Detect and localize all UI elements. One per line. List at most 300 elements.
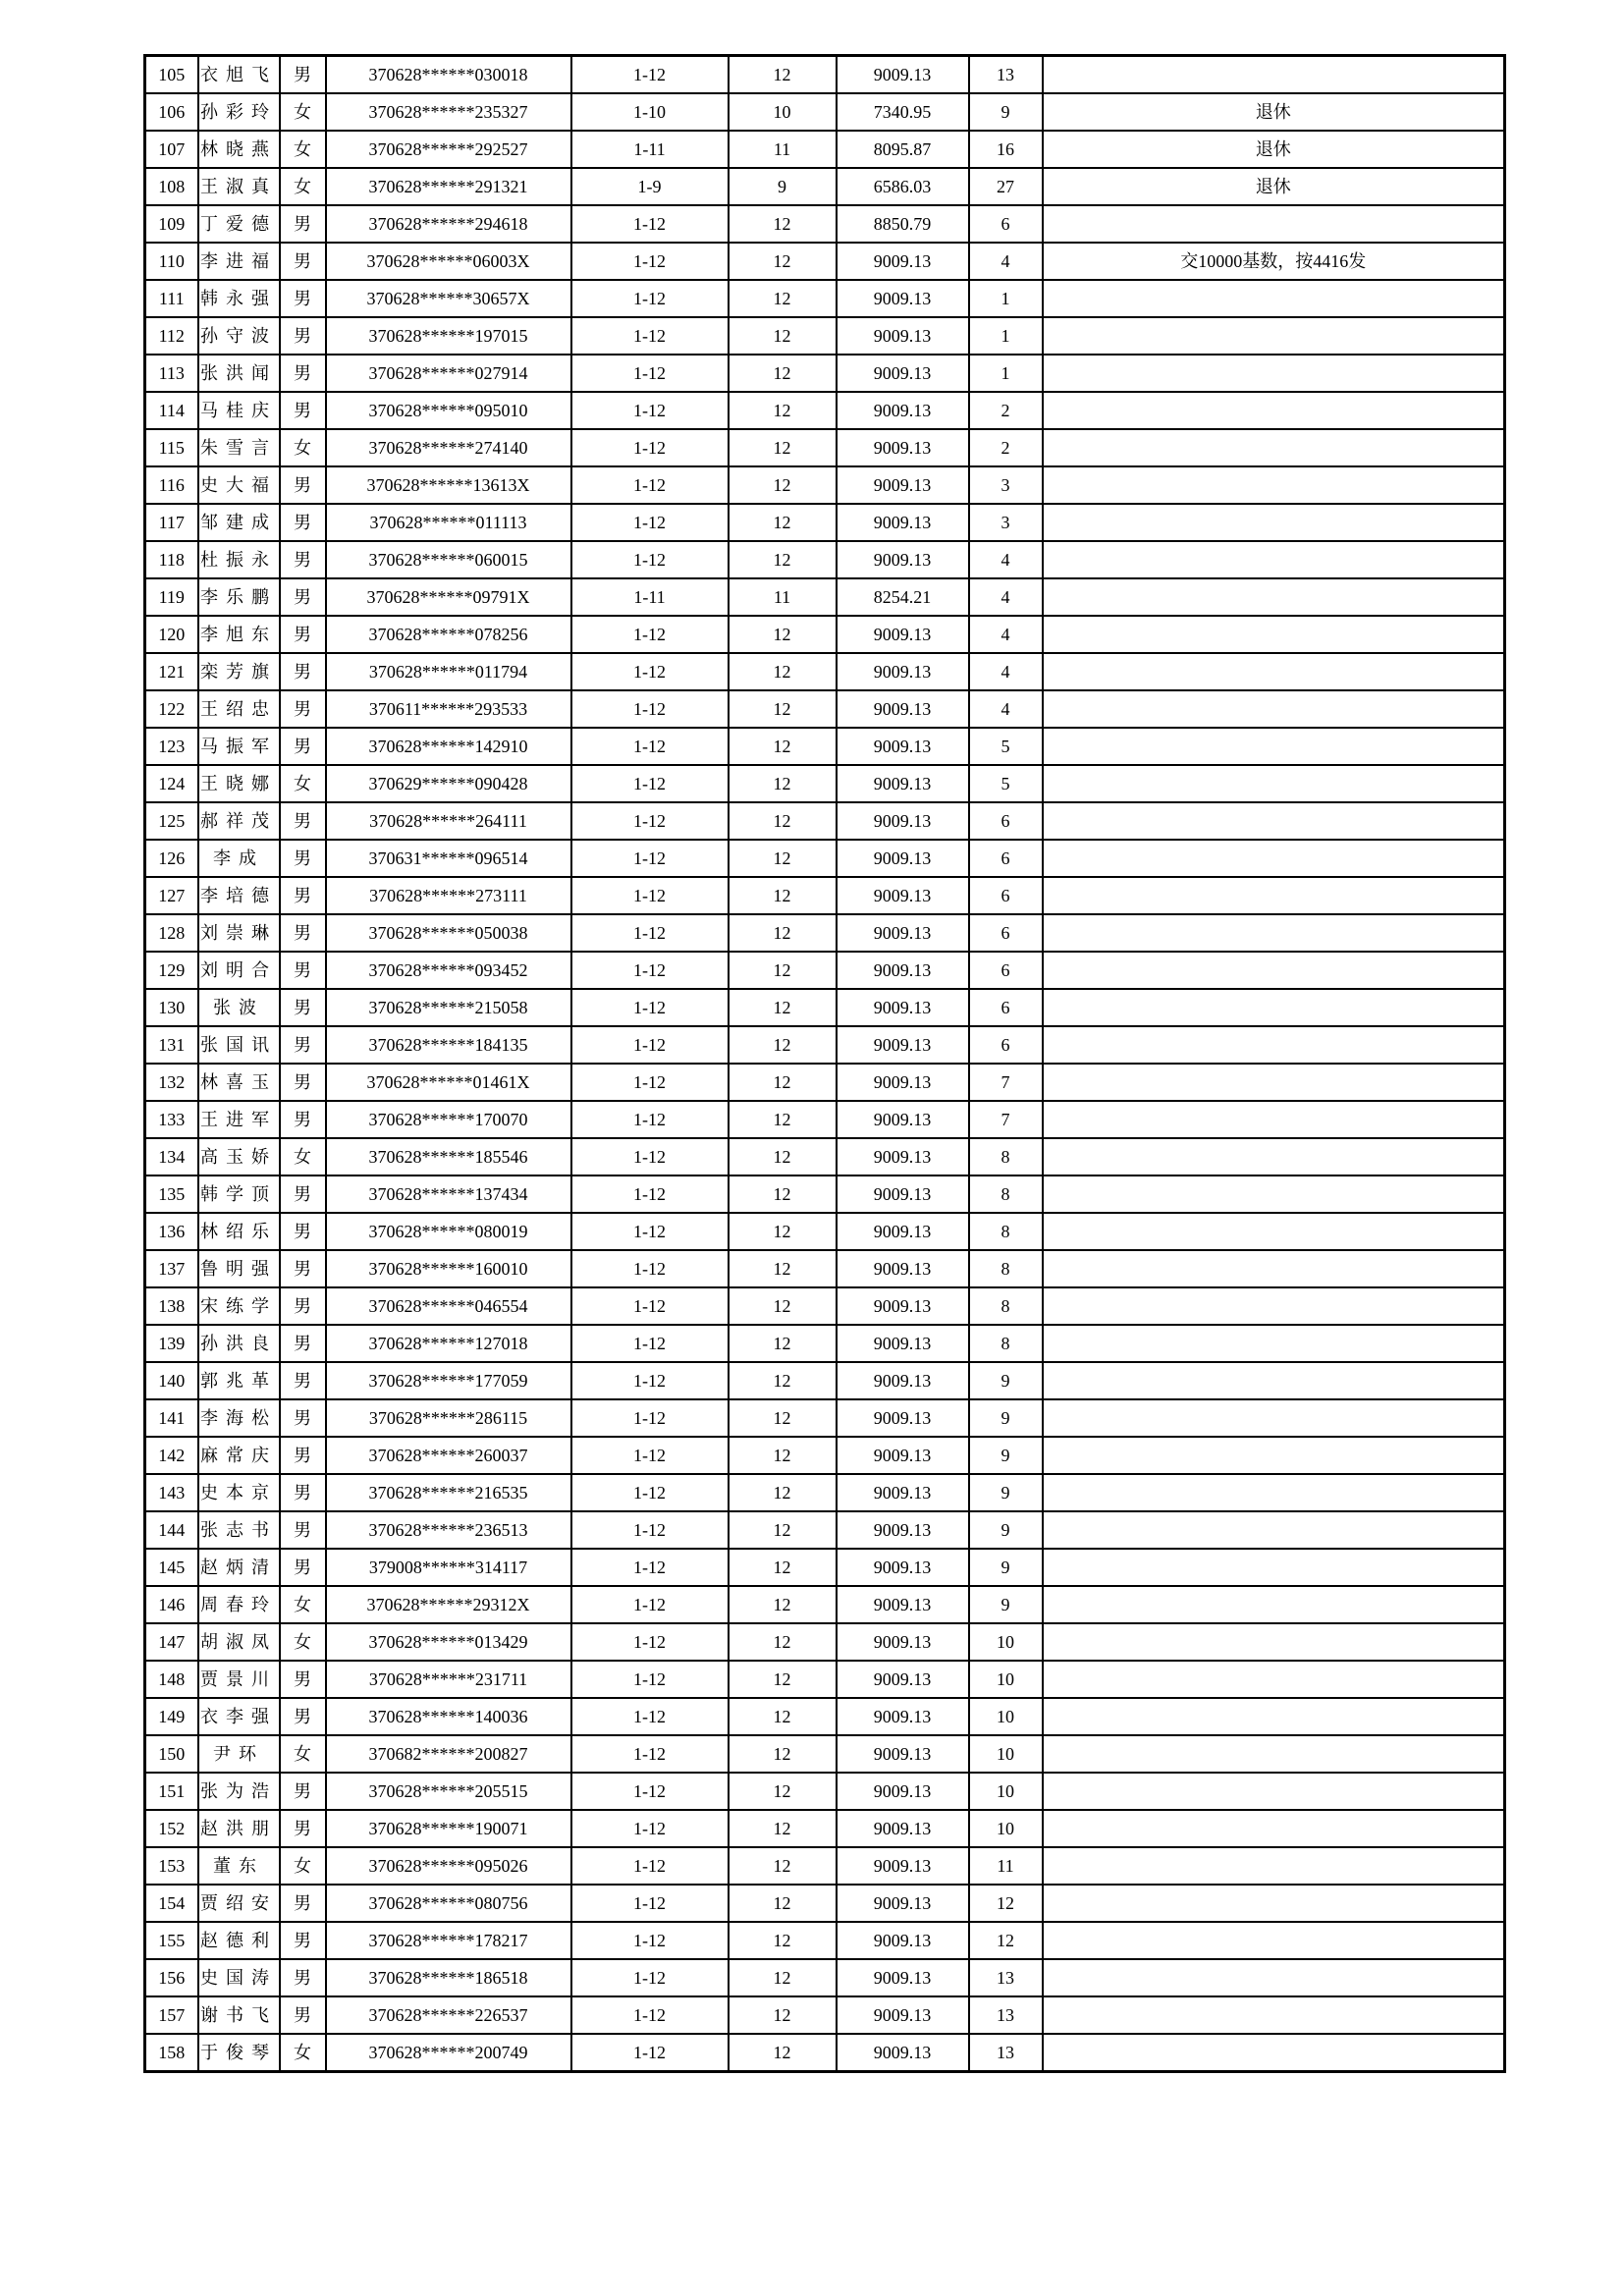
table-row — [145, 1922, 1505, 1959]
cell-person-name: 鲁明强 — [198, 1250, 280, 1287]
cell-person-name: 孙守波 — [198, 317, 280, 355]
cell-remark — [1043, 1661, 1505, 1698]
cell-years-count: 5 — [969, 728, 1043, 765]
cell-months-count: 12 — [729, 1437, 837, 1474]
cell-row-number: 139 — [145, 1325, 198, 1362]
cell-months-range: 1-12 — [571, 429, 729, 466]
cell-id-number: 370628******273111 — [326, 877, 571, 914]
cell-remark — [1043, 1959, 1505, 1996]
cell-remark — [1043, 2034, 1505, 2072]
cell-row-number: 109 — [145, 205, 198, 243]
cell-gender: 男 — [280, 802, 326, 840]
cell-months-count: 12 — [729, 690, 837, 728]
cell-row-number: 158 — [145, 2034, 198, 2072]
cell-months-count: 12 — [729, 1623, 837, 1661]
cell-months-range: 1-12 — [571, 1810, 729, 1847]
cell-years-count: 2 — [969, 429, 1043, 466]
cell-row-number: 112 — [145, 317, 198, 355]
cell-person-name: 李乐鹏 — [198, 578, 280, 616]
cell-months-range: 1-12 — [571, 504, 729, 541]
table-row — [145, 1250, 1505, 1287]
table-row — [145, 1661, 1505, 1698]
cell-remark — [1043, 1474, 1505, 1511]
cell-months-count: 12 — [729, 877, 837, 914]
cell-years-count: 6 — [969, 989, 1043, 1026]
table-row — [145, 56, 1505, 94]
cell-amount: 9009.13 — [837, 989, 969, 1026]
cell-years-count: 6 — [969, 802, 1043, 840]
cell-remark — [1043, 466, 1505, 504]
cell-months-range: 1-12 — [571, 1399, 729, 1437]
table-row — [145, 1511, 1505, 1549]
cell-amount: 9009.13 — [837, 1698, 969, 1735]
cell-person-name: 栾芳旗 — [198, 653, 280, 690]
cell-person-name: 林绍乐 — [198, 1213, 280, 1250]
table-row — [145, 280, 1505, 317]
cell-person-name: 衣李强 — [198, 1698, 280, 1735]
cell-months-count: 12 — [729, 1474, 837, 1511]
table-row — [145, 1586, 1505, 1623]
cell-months-range: 1-12 — [571, 243, 729, 280]
cell-row-number: 157 — [145, 1996, 198, 2034]
cell-years-count: 10 — [969, 1773, 1043, 1810]
cell-months-range: 1-12 — [571, 765, 729, 802]
cell-years-count: 9 — [969, 1399, 1043, 1437]
cell-months-range: 1-12 — [571, 840, 729, 877]
cell-gender: 男 — [280, 728, 326, 765]
cell-amount: 9009.13 — [837, 1810, 969, 1847]
cell-amount: 9009.13 — [837, 802, 969, 840]
cell-amount: 9009.13 — [837, 952, 969, 989]
cell-amount: 9009.13 — [837, 1959, 969, 1996]
cell-months-count: 12 — [729, 1511, 837, 1549]
cell-years-count: 1 — [969, 355, 1043, 392]
table-row — [145, 541, 1505, 578]
cell-row-number: 146 — [145, 1586, 198, 1623]
cell-months-range: 1-12 — [571, 1250, 729, 1287]
cell-months-count: 12 — [729, 765, 837, 802]
cell-years-count: 16 — [969, 131, 1043, 168]
cell-years-count: 6 — [969, 952, 1043, 989]
cell-gender: 男 — [280, 541, 326, 578]
cell-months-range: 1-12 — [571, 1735, 729, 1773]
table-row — [145, 317, 1505, 355]
table-row — [145, 1773, 1505, 1810]
table-row — [145, 653, 1505, 690]
cell-id-number: 370628******01461X — [326, 1064, 571, 1101]
cell-row-number: 133 — [145, 1101, 198, 1138]
cell-months-range: 1-12 — [571, 616, 729, 653]
cell-id-number: 370628******178217 — [326, 1922, 571, 1959]
cell-row-number: 123 — [145, 728, 198, 765]
cell-amount: 9009.13 — [837, 466, 969, 504]
cell-row-number: 131 — [145, 1026, 198, 1064]
table-row — [145, 1996, 1505, 2034]
cell-months-count: 12 — [729, 1399, 837, 1437]
cell-years-count: 9 — [969, 1586, 1043, 1623]
cell-months-count: 12 — [729, 205, 837, 243]
cell-months-range: 1-12 — [571, 1922, 729, 1959]
cell-person-name: 韩永强 — [198, 280, 280, 317]
cell-id-number: 370628******137434 — [326, 1175, 571, 1213]
cell-row-number: 121 — [145, 653, 198, 690]
table-row — [145, 1399, 1505, 1437]
cell-months-range: 1-12 — [571, 1325, 729, 1362]
cell-months-range: 1-12 — [571, 280, 729, 317]
cell-amount: 9009.13 — [837, 2034, 969, 2072]
cell-months-range: 1-12 — [571, 1474, 729, 1511]
cell-years-count: 9 — [969, 1362, 1043, 1399]
cell-remark — [1043, 280, 1505, 317]
cell-row-number: 150 — [145, 1735, 198, 1773]
table-row — [145, 1026, 1505, 1064]
cell-remark — [1043, 952, 1505, 989]
cell-gender: 男 — [280, 1885, 326, 1922]
cell-months-range: 1-12 — [571, 877, 729, 914]
cell-person-name: 李旭东 — [198, 616, 280, 653]
cell-id-number: 370628******215058 — [326, 989, 571, 1026]
cell-months-count: 12 — [729, 1773, 837, 1810]
cell-years-count: 9 — [969, 93, 1043, 131]
cell-months-count: 12 — [729, 2034, 837, 2072]
cell-id-number: 370628******236513 — [326, 1511, 571, 1549]
cell-years-count: 4 — [969, 653, 1043, 690]
cell-row-number: 136 — [145, 1213, 198, 1250]
cell-years-count: 13 — [969, 2034, 1043, 2072]
cell-gender: 女 — [280, 765, 326, 802]
cell-months-range: 1-12 — [571, 1138, 729, 1175]
cell-person-name: 赵炳清 — [198, 1549, 280, 1586]
cell-months-range: 1-12 — [571, 952, 729, 989]
cell-row-number: 140 — [145, 1362, 198, 1399]
cell-row-number: 120 — [145, 616, 198, 653]
cell-amount: 9009.13 — [837, 877, 969, 914]
table-row — [145, 205, 1505, 243]
cell-row-number: 125 — [145, 802, 198, 840]
cell-remark — [1043, 1810, 1505, 1847]
cell-months-count: 12 — [729, 466, 837, 504]
cell-years-count: 6 — [969, 914, 1043, 952]
table-row — [145, 1101, 1505, 1138]
cell-gender: 男 — [280, 205, 326, 243]
cell-id-number: 370628******185546 — [326, 1138, 571, 1175]
cell-months-count: 12 — [729, 616, 837, 653]
cell-person-name: 张为浩 — [198, 1773, 280, 1810]
cell-months-range: 1-11 — [571, 578, 729, 616]
cell-months-range: 1-12 — [571, 466, 729, 504]
cell-row-number: 156 — [145, 1959, 198, 1996]
cell-person-name: 李成 — [198, 840, 280, 877]
cell-months-count: 9 — [729, 168, 837, 205]
cell-amount: 9009.13 — [837, 653, 969, 690]
cell-row-number: 107 — [145, 131, 198, 168]
cell-months-range: 1-12 — [571, 728, 729, 765]
cell-id-number: 370629******090428 — [326, 765, 571, 802]
cell-years-count: 7 — [969, 1101, 1043, 1138]
cell-months-count: 10 — [729, 93, 837, 131]
cell-remark — [1043, 1175, 1505, 1213]
table-row — [145, 1810, 1505, 1847]
cell-row-number: 129 — [145, 952, 198, 989]
cell-amount: 9009.13 — [837, 429, 969, 466]
cell-row-number: 110 — [145, 243, 198, 280]
cell-years-count: 8 — [969, 1250, 1043, 1287]
table-row — [145, 877, 1505, 914]
cell-amount: 8850.79 — [837, 205, 969, 243]
cell-person-name: 林晓燕 — [198, 131, 280, 168]
cell-months-range: 1-12 — [571, 1213, 729, 1250]
table-row — [145, 1698, 1505, 1735]
table-row — [145, 802, 1505, 840]
cell-remark — [1043, 429, 1505, 466]
cell-amount: 9009.13 — [837, 1847, 969, 1885]
table-row — [145, 765, 1505, 802]
cell-id-number: 370628******30657X — [326, 280, 571, 317]
cell-row-number: 153 — [145, 1847, 198, 1885]
cell-id-number: 379008******314117 — [326, 1549, 571, 1586]
cell-months-range: 1-12 — [571, 1362, 729, 1399]
cell-id-number: 370628******197015 — [326, 317, 571, 355]
cell-person-name: 史本京 — [198, 1474, 280, 1511]
cell-remark: 交10000基数，按4416发 — [1043, 243, 1505, 280]
cell-months-range: 1-12 — [571, 1698, 729, 1735]
cell-years-count: 12 — [969, 1922, 1043, 1959]
table-row — [145, 1175, 1505, 1213]
cell-months-range: 1-12 — [571, 2034, 729, 2072]
cell-row-number: 122 — [145, 690, 198, 728]
cell-person-name: 李进福 — [198, 243, 280, 280]
cell-remark — [1043, 653, 1505, 690]
cell-months-count: 12 — [729, 1922, 837, 1959]
cell-amount: 9009.13 — [837, 317, 969, 355]
table-row — [145, 1287, 1505, 1325]
cell-row-number: 148 — [145, 1661, 198, 1698]
cell-gender: 男 — [280, 1773, 326, 1810]
table-row — [145, 131, 1505, 168]
cell-remark — [1043, 1698, 1505, 1735]
cell-person-name: 周春玲 — [198, 1586, 280, 1623]
table-row — [145, 1735, 1505, 1773]
cell-months-count: 12 — [729, 1026, 837, 1064]
cell-months-range: 1-12 — [571, 989, 729, 1026]
cell-person-name: 刘明合 — [198, 952, 280, 989]
table-row — [145, 93, 1505, 131]
cell-gender: 男 — [280, 1922, 326, 1959]
cell-years-count: 3 — [969, 466, 1043, 504]
cell-row-number: 135 — [145, 1175, 198, 1213]
cell-years-count: 9 — [969, 1437, 1043, 1474]
cell-amount: 9009.13 — [837, 1101, 969, 1138]
cell-months-range: 1-11 — [571, 131, 729, 168]
cell-id-number: 370628******050038 — [326, 914, 571, 952]
cell-amount: 9009.13 — [837, 1922, 969, 1959]
cell-amount: 9009.13 — [837, 1623, 969, 1661]
cell-years-count: 7 — [969, 1064, 1043, 1101]
cell-row-number: 142 — [145, 1437, 198, 1474]
cell-years-count: 12 — [969, 1885, 1043, 1922]
cell-remark — [1043, 1325, 1505, 1362]
cell-years-count: 8 — [969, 1325, 1043, 1362]
cell-id-number: 370628******078256 — [326, 616, 571, 653]
cell-id-number: 370628******013429 — [326, 1623, 571, 1661]
cell-gender: 男 — [280, 989, 326, 1026]
cell-id-number: 370628******274140 — [326, 429, 571, 466]
cell-person-name: 丁爱德 — [198, 205, 280, 243]
cell-person-name: 张国讯 — [198, 1026, 280, 1064]
cell-person-name: 马桂庆 — [198, 392, 280, 429]
cell-months-count: 12 — [729, 1287, 837, 1325]
cell-gender: 男 — [280, 1175, 326, 1213]
cell-person-name: 王绍忠 — [198, 690, 280, 728]
cell-person-name: 李培德 — [198, 877, 280, 914]
cell-remark — [1043, 802, 1505, 840]
cell-id-number: 370628******140036 — [326, 1698, 571, 1735]
cell-remark: 退休 — [1043, 168, 1505, 205]
cell-row-number: 151 — [145, 1773, 198, 1810]
cell-amount: 9009.13 — [837, 1175, 969, 1213]
cell-amount: 9009.13 — [837, 840, 969, 877]
cell-months-range: 1-12 — [571, 1026, 729, 1064]
table-row — [145, 914, 1505, 952]
cell-id-number: 370628******095026 — [326, 1847, 571, 1885]
cell-person-name: 韩学顶 — [198, 1175, 280, 1213]
cell-months-count: 12 — [729, 1885, 837, 1922]
cell-gender: 男 — [280, 392, 326, 429]
table-row — [145, 578, 1505, 616]
table-row — [145, 728, 1505, 765]
cell-months-count: 12 — [729, 952, 837, 989]
cell-months-range: 1-12 — [571, 653, 729, 690]
cell-amount: 9009.13 — [837, 243, 969, 280]
cell-amount: 9009.13 — [837, 1474, 969, 1511]
cell-years-count: 10 — [969, 1810, 1043, 1847]
cell-months-count: 12 — [729, 914, 837, 952]
cell-person-name: 贾景川 — [198, 1661, 280, 1698]
cell-amount: 9009.13 — [837, 1511, 969, 1549]
cell-amount: 9009.13 — [837, 1213, 969, 1250]
cell-row-number: 118 — [145, 541, 198, 578]
cell-remark — [1043, 877, 1505, 914]
cell-months-range: 1-12 — [571, 1175, 729, 1213]
cell-amount: 9009.13 — [837, 1735, 969, 1773]
cell-id-number: 370628******184135 — [326, 1026, 571, 1064]
cell-months-range: 1-10 — [571, 93, 729, 131]
cell-gender: 男 — [280, 1996, 326, 2034]
cell-years-count: 5 — [969, 765, 1043, 802]
cell-remark — [1043, 989, 1505, 1026]
cell-amount: 9009.13 — [837, 914, 969, 952]
cell-years-count: 9 — [969, 1549, 1043, 1586]
cell-gender: 男 — [280, 952, 326, 989]
cell-person-name: 胡淑凤 — [198, 1623, 280, 1661]
cell-id-number: 370628******177059 — [326, 1362, 571, 1399]
cell-gender: 女 — [280, 1586, 326, 1623]
cell-months-range: 1-12 — [571, 1586, 729, 1623]
cell-gender: 男 — [280, 1362, 326, 1399]
cell-gender: 男 — [280, 243, 326, 280]
cell-months-count: 12 — [729, 504, 837, 541]
cell-id-number: 370628******231711 — [326, 1661, 571, 1698]
table-row — [145, 1064, 1505, 1101]
table-row — [145, 952, 1505, 989]
cell-months-count: 12 — [729, 1138, 837, 1175]
cell-gender: 女 — [280, 1623, 326, 1661]
cell-months-count: 12 — [729, 56, 837, 94]
cell-remark — [1043, 1250, 1505, 1287]
cell-gender: 男 — [280, 1437, 326, 1474]
cell-months-range: 1-9 — [571, 168, 729, 205]
cell-remark — [1043, 1362, 1505, 1399]
cell-months-count: 12 — [729, 1175, 837, 1213]
cell-years-count: 6 — [969, 1026, 1043, 1064]
cell-months-range: 1-12 — [571, 1996, 729, 2034]
cell-gender: 男 — [280, 877, 326, 914]
cell-id-number: 370628******046554 — [326, 1287, 571, 1325]
cell-row-number: 155 — [145, 1922, 198, 1959]
cell-remark — [1043, 728, 1505, 765]
cell-amount: 9009.13 — [837, 1996, 969, 2034]
table-row — [145, 1474, 1505, 1511]
cell-person-name: 衣旭飞 — [198, 56, 280, 94]
cell-person-name: 朱雪言 — [198, 429, 280, 466]
cell-amount: 9009.13 — [837, 1138, 969, 1175]
cell-months-count: 11 — [729, 131, 837, 168]
cell-gender: 男 — [280, 1399, 326, 1437]
cell-months-range: 1-12 — [571, 205, 729, 243]
cell-months-count: 12 — [729, 989, 837, 1026]
cell-row-number: 111 — [145, 280, 198, 317]
cell-id-number: 370628******235327 — [326, 93, 571, 131]
table-row — [145, 392, 1505, 429]
cell-months-count: 12 — [729, 653, 837, 690]
cell-remark — [1043, 1026, 1505, 1064]
cell-id-number: 370628******160010 — [326, 1250, 571, 1287]
cell-amount: 9009.13 — [837, 1026, 969, 1064]
cell-row-number: 113 — [145, 355, 198, 392]
cell-gender: 女 — [280, 1735, 326, 1773]
cell-months-range: 1-12 — [571, 541, 729, 578]
cell-gender: 女 — [280, 1847, 326, 1885]
cell-months-count: 12 — [729, 1661, 837, 1698]
cell-months-count: 12 — [729, 1586, 837, 1623]
cell-person-name: 董东 — [198, 1847, 280, 1885]
cell-person-name: 于俊琴 — [198, 2034, 280, 2072]
table-row — [145, 168, 1505, 205]
cell-years-count: 8 — [969, 1138, 1043, 1175]
cell-years-count: 6 — [969, 205, 1043, 243]
cell-months-count: 12 — [729, 392, 837, 429]
cell-id-number: 370628******260037 — [326, 1437, 571, 1474]
cell-amount: 9009.13 — [837, 504, 969, 541]
cell-months-range: 1-12 — [571, 392, 729, 429]
cell-id-number: 370628******127018 — [326, 1325, 571, 1362]
table-row — [145, 840, 1505, 877]
cell-months-range: 1-12 — [571, 690, 729, 728]
cell-row-number: 114 — [145, 392, 198, 429]
cell-id-number: 370628******170070 — [326, 1101, 571, 1138]
cell-amount: 9009.13 — [837, 1661, 969, 1698]
cell-gender: 男 — [280, 578, 326, 616]
cell-years-count: 8 — [969, 1287, 1043, 1325]
cell-amount: 9009.13 — [837, 541, 969, 578]
cell-years-count: 27 — [969, 168, 1043, 205]
table-row — [145, 1549, 1505, 1586]
cell-id-number: 370628******011113 — [326, 504, 571, 541]
cell-years-count: 8 — [969, 1213, 1043, 1250]
cell-row-number: 149 — [145, 1698, 198, 1735]
cell-years-count: 9 — [969, 1474, 1043, 1511]
cell-months-range: 1-12 — [571, 1549, 729, 1586]
